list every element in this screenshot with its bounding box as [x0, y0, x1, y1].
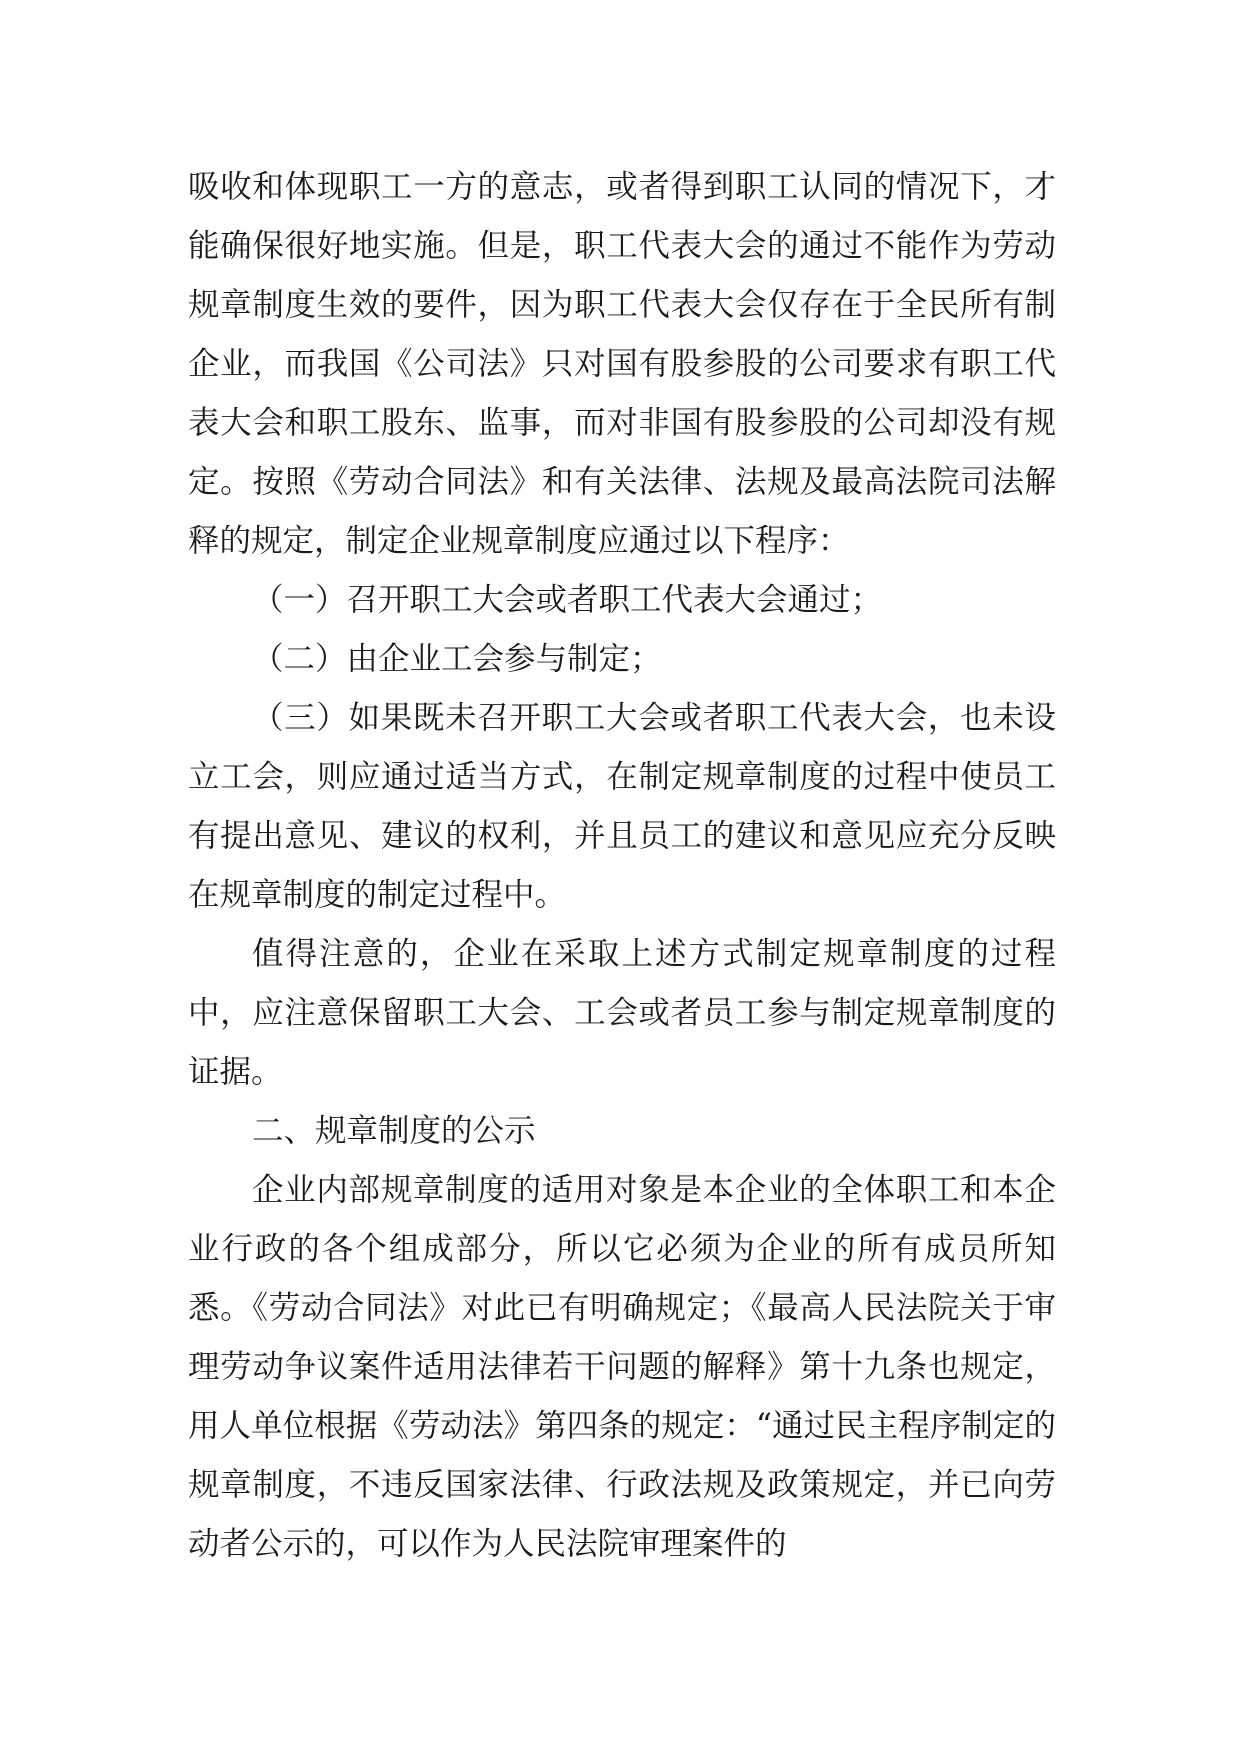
- list-item-three: （三）如果既未召开职工大会或者职工代表大会，也未设立工会，则应通过适当方式，在制定规章制度的过程中使员工有提出意见、建议的权利，并且员工的建议和意见应充分反映在规章制度的制定过程中。: [188, 700, 1056, 913]
- paragraph-note: 值得注意的，企业在采取上述方式制定规章制度的过程中，应注意保留职工大会、工会或者员工参与制定规章制度的证据。: [188, 936, 1056, 1090]
- list-item-two: （二）由企业工会参与制定；: [252, 641, 662, 677]
- document-body: [188, 158, 1056, 1574]
- list-item-one: （一）召开职工大会或者职工代表大会通过；: [252, 582, 883, 618]
- paragraph-continuation: 吸收和体现职工一方的意志，或者得到职工认同的情况下，才能确保很好地实施。但是，职工代表大会的通过不能作为劳动规章制度生效的要件，因为职工代表大会仅存在于全民所有制企业，而我国《公司法》只对国有股参股的公司要求有职工代表大会和职工股东、监事，而对非国有股参股的公司却没有规定。按照《劳动合同法》和有关法律、法规及最高法院司法解释的规定，制定企业规章制度应通过以下程序：: [188, 169, 1056, 559]
- paragraph-disclosure: 企业内部规章制度的适用对象是本企业的全体职工和本企业行政的各个组成部分，所以它必须为企业的所有成员所知悉。《劳动合同法》对此已有明确规定；《最高人民法院关于审理劳动争议案件适用法律若干问题的解释》第十九条也规定，用人单位根据《劳动法》第四条的规定：“通过民主程序制定的规章制度，不违反国家法律、行政法规及政策规定，并已向劳动者公示的，可以作为人民法院审理案件的: [188, 1172, 1056, 1562]
- section-heading: 二、规章制度的公示: [252, 1113, 536, 1149]
